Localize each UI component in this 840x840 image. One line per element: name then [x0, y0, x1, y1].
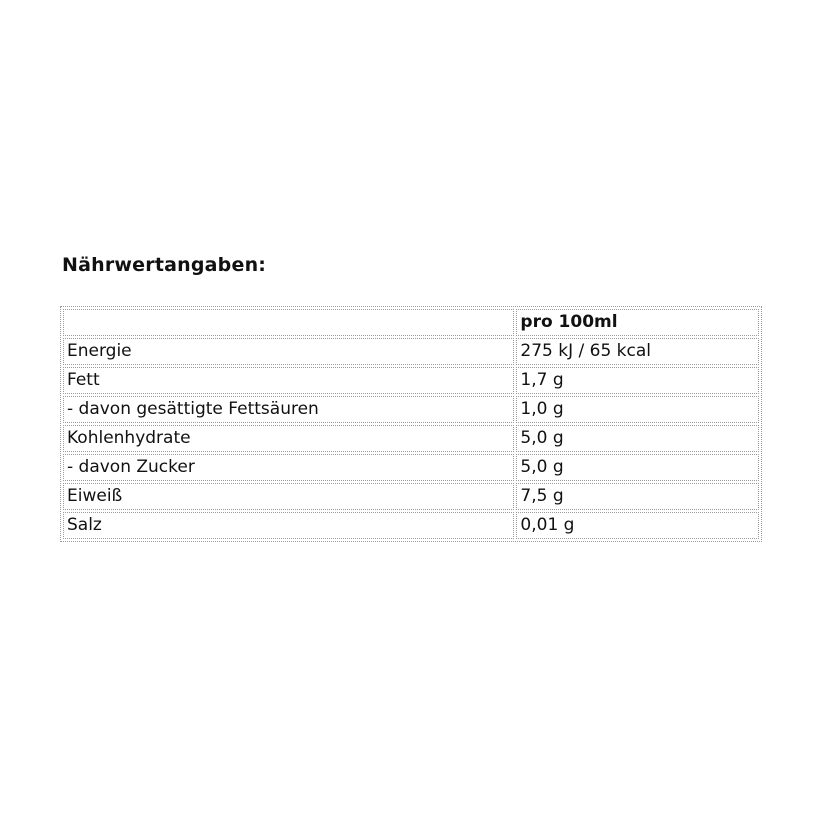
- table-row: [63, 454, 759, 481]
- table-row: [63, 425, 759, 452]
- row-value-gesaettigte-fettsaeuren: 1,0 g: [516, 396, 759, 423]
- table-header-row: [63, 309, 759, 336]
- header-cell-empty: [63, 309, 514, 336]
- table-row: [63, 396, 759, 423]
- row-label-gesaettigte-fettsaeuren: - davon gesättigte Fettsäuren: [63, 396, 514, 423]
- row-value-salz: 0,01 g: [516, 512, 759, 539]
- row-label-zucker: - davon Zucker: [63, 454, 514, 481]
- row-value-kohlenhydrate: 5,0 g: [516, 425, 759, 452]
- row-value-energie: 275 kJ / 65 kcal: [516, 338, 759, 365]
- nutrition-table: [60, 306, 762, 542]
- table-row: [63, 338, 759, 365]
- row-label-fett: Fett: [63, 367, 514, 394]
- row-value-eiweiss: 7,5 g: [516, 483, 759, 510]
- row-label-energie: Energie: [63, 338, 514, 365]
- row-label-kohlenhydrate: Kohlenhydrate: [63, 425, 514, 452]
- header-cell-per-100ml: pro 100ml: [516, 309, 759, 336]
- section-title: Nährwertangaben:: [62, 254, 267, 276]
- table-row: [63, 367, 759, 394]
- row-value-fett: 1,7 g: [516, 367, 759, 394]
- row-label-eiweiss: Eiweiß: [63, 483, 514, 510]
- row-label-salz: Salz: [63, 512, 514, 539]
- row-value-zucker: 5,0 g: [516, 454, 759, 481]
- table-row: [63, 483, 759, 510]
- table-row: [63, 512, 759, 539]
